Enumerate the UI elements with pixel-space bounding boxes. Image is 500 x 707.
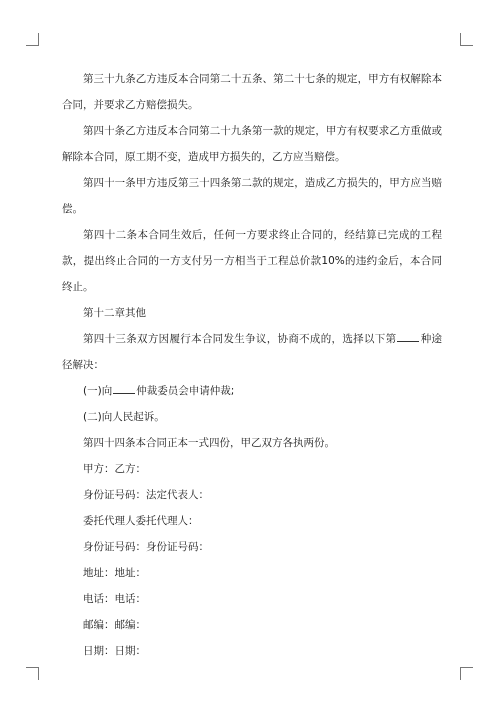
article-40: 第四十条乙方违反本合同第二十九条第一款的规定，甲方有权要求乙方重做或解除本合同，原工期不变，造成甲方损失的，乙方应当赔偿。 — [62, 125, 442, 163]
corner-mark-top-left — [26, 33, 39, 46]
address-line: 地址：地址： — [83, 567, 146, 579]
chapter-heading: 第十二章其他 — [83, 307, 146, 319]
article-43 — [62, 326, 442, 378]
article-42: 第四十二条本合同生效后，任何一方要求终止合同的，经结算已完成的工程款，提出终止合同的一方支付另一方相当于工程总价款10%的违约金后，本合同终止。 — [62, 229, 442, 293]
option-arbitration — [62, 378, 442, 404]
phone-line: 电话：电话： — [83, 593, 146, 605]
option-court: (二)向人民起诉。 — [83, 411, 165, 423]
postcode-line: 邮编：邮编： — [83, 619, 146, 631]
id-number-line: 身份证号码：身份证号码： — [83, 541, 209, 553]
article-39: 第三十九条乙方违反本合同第二十五条、第二十七条的规定，甲方有权解除本合同，并要求乙方赔偿损失。 — [62, 73, 442, 111]
fill-blank — [397, 331, 419, 342]
option-1-start: (一)向 — [83, 385, 113, 397]
corner-mark-bottom-right — [460, 667, 473, 680]
option-1-end: 仲裁委员会申请仲裁; — [136, 385, 235, 397]
article-41: 第四十一条甲方违反第三十四条第二款的规定，造成乙方损失的，甲方应当赔偿。 — [62, 177, 442, 215]
parties-line: 甲方：乙方： — [83, 463, 146, 475]
fill-blank — [113, 383, 135, 394]
agent-line: 委托代理人委托代理人： — [83, 515, 199, 527]
article-43-text-start: 第四十三条双方因履行本合同发生争议，协商不成的，选择以下第 — [83, 333, 397, 345]
document-body — [62, 66, 442, 664]
id-legal-rep-line: 身份证号码：法定代表人： — [83, 489, 209, 501]
corner-mark-bottom-left — [26, 667, 39, 680]
date-line: 日期：日期： — [83, 645, 146, 657]
article-44: 第四十四条本合同正本一式四份，甲乙双方各执两份。 — [83, 437, 335, 449]
corner-mark-top-right — [460, 33, 473, 46]
article-43-text-end: 种途径解决： — [62, 333, 443, 371]
